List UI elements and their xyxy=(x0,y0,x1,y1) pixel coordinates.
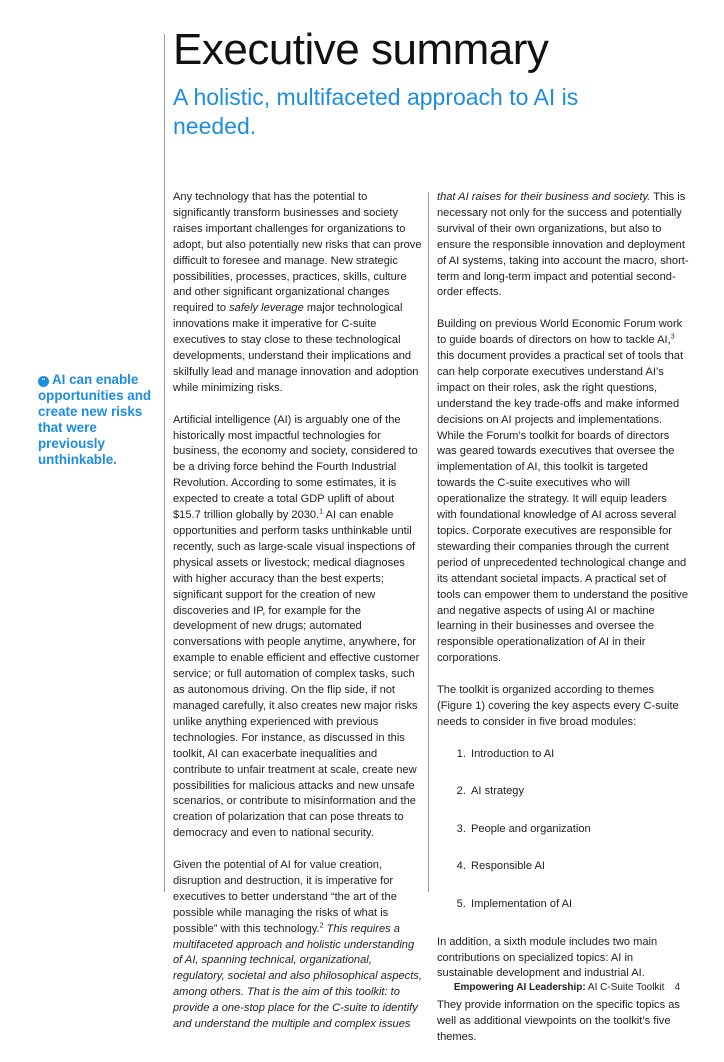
page-number: 4 xyxy=(674,982,680,993)
page-title: Executive summary xyxy=(173,25,549,74)
paragraph: The toolkit is organized according to themes (Figure 1) covering the key aspects every C-suite needs to consider in five broad modules: xyxy=(437,684,679,728)
paragraph: In addition, a sixth module includes two main contributions on specialized topics: AI in sustainable development and industrial AI. xyxy=(437,935,658,980)
list-item: 1. Introduction to AI xyxy=(469,747,689,763)
footnote-ref: 3 xyxy=(670,333,675,341)
list-item: 5. Implementation of AI xyxy=(469,897,689,913)
footnote-ref: 1 xyxy=(319,508,324,516)
paragraph: Building on previous World Economic Forum work to guide boards of directors on how to tackle AI,$^3$ this document provides a practical set of tools that can help corporate executives understand AI’s impact on their roles, ask the right questions, understand the key trade-offs and make informed decisions on AI projects and implementations. While the Forum’s toolkit for boards of directors was geared towards executives that oversee the implementation of AI, this toolkit is targeted towards the C-suite executives who will operationalize the strategy. It will equip leaders with foundational knowledge of AI across several topics. Corporate executives are responsible for stewarding their companies through the current period of unprecedented technological change and its attendant societal impacts. A practical set of tools can empower them to understand the positive and negative aspects of using AI or machine learning in their businesses and oversee the responsible operationalization of AI in their corporations. xyxy=(437,318,688,665)
paragraph: Artificial intelligence (AI) is arguably one of the historically most impactful technologies for business, the economy and society, considered to be a driving force behind the Fourth Industrial Revolution. According to some estimates, it is expected to create a total GDP uplift of about $15.7 trillion globally by 2030.$^1$ AI can enable opportunities and perform tasks unthinkable until recently, such as large-scale visual inspections of physical assets or livestock; medical diagnoses with higher accuracy than the best experts; significant support for the creation of new discoveries and IP, for example for the development of new drugs; automated conversations with people anytime, anywhere, for example to enable efficient and effective customer service; or full automation of complex tasks, such as autonomous driving. On the flip side, if not managed carefully, it also creates new major risks unlike anything experienced with previous technologies. For instance, as discussed in this toolkit, AI can exacerbate inequalities and contribute to unfair treatment at scale, create new possibilities for malicious attacks and new unsafe scenarios, or contribute to misinformation and the creation of polarization that can pose threats to democracy and even to national security. xyxy=(173,413,420,840)
pull-quote-text: AI can enable opportunities and create new risks that were previously unthinkable. xyxy=(38,372,152,467)
text-column-2 xyxy=(437,190,689,1062)
footer-doc-subtitle: AI C-Suite Toolkit xyxy=(585,982,665,993)
page-footer xyxy=(454,982,680,993)
footnote-ref: 2 xyxy=(319,921,324,929)
module-list xyxy=(437,747,689,913)
text-column-1 xyxy=(173,190,423,1049)
footer-doc-title: Empowering AI Leadership: xyxy=(453,982,586,993)
paragraph: that AI raises for their business and society. This is necessary not only for the success and potentially survival of their own organizations, but also to ensure the responsible innovation and deployment of AI systems, taking into account the macro, short-term and long-term impact and potential second-order effects. xyxy=(437,191,689,299)
list-item: 2. AI strategy xyxy=(469,784,689,800)
column-rule xyxy=(428,192,429,892)
pull-quote xyxy=(38,372,162,468)
quote-icon: “ xyxy=(38,376,49,387)
page-subtitle: A holistic, multifaceted approach to AI is needed. xyxy=(173,84,579,139)
list-item: 4. Responsible AI xyxy=(469,859,689,875)
paragraph: Given the potential of AI for value creation, disruption and destruction, it is imperative for executives to better understand “the art of the possible while managing the risks of what is possible” with this technology.$^2$ This requires a multifaceted approach and holistic understanding of AI, spanning technical, organizational, regulatory, societal and also philosophical aspects, among others. That is the aim of this toolkit: to provide a one-stop place for the C-suite to identify and understand the multiple and complex issues xyxy=(173,859,422,1031)
paragraph: They provide information on the specific topics as well as additional viewpoints on the toolkit’s five themes. xyxy=(437,999,680,1044)
list-item: 3. People and organization xyxy=(469,822,689,838)
paragraph: Any technology that has the potential to significantly transform businesses and society raises important challenges for organizations to adopt, but also potentially new risks that can prove difficult to foresee and manage. New strategic possibilities, processes, practices, skills, culture and other significant organizational changes required to safely leverage major technological innovations make it imperative for C-suite executives to stay close to these technological developments, understand their implications and skilfully lead and manage innovation and adoption while minimizing risks. xyxy=(173,191,422,394)
left-rule xyxy=(164,34,165,892)
